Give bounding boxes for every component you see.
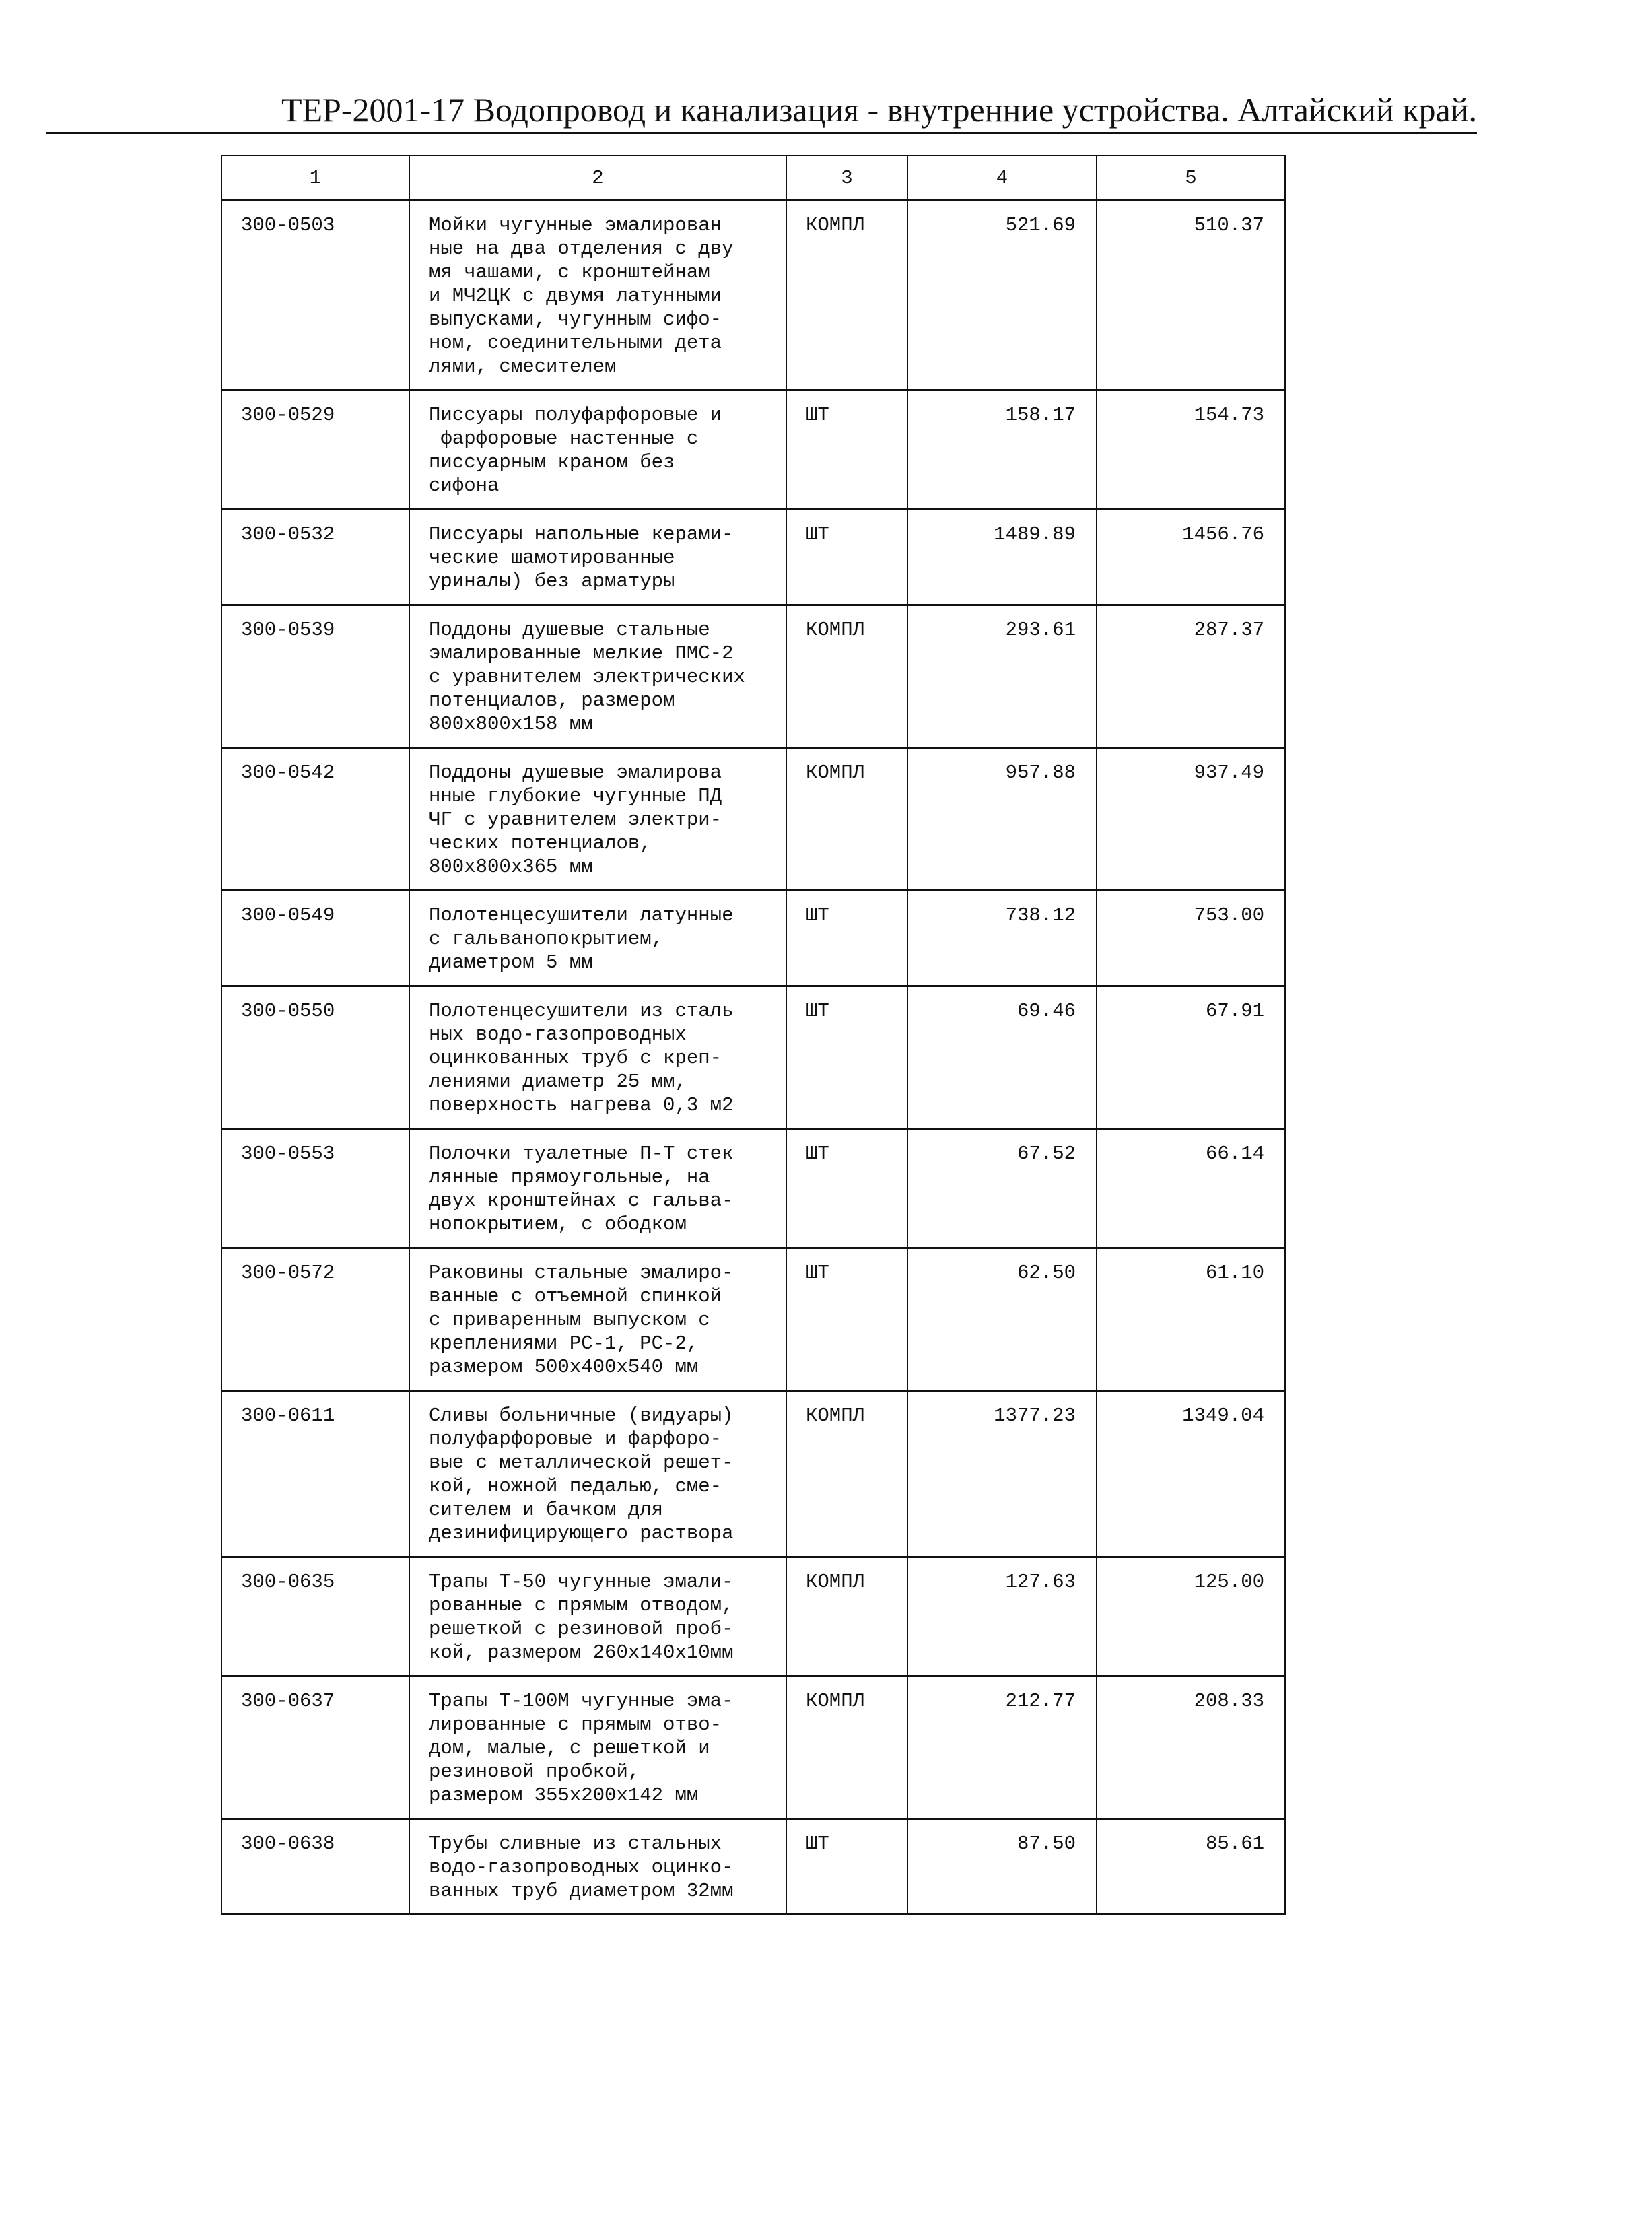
row-price-col4-cell: 158.17: [907, 391, 1097, 510]
row-name-cell: Трапы Т-50 чугунные эмали- рованные с прямым отводом, решеткой с резиновой проб- кой, размером 260х140х10мм: [409, 1557, 786, 1676]
row-price-col4-cell: 62.50: [907, 1248, 1097, 1391]
row-code-cell: 300-0542: [221, 748, 409, 891]
table-body: [221, 201, 1285, 1915]
row-price-col5-cell: 937.49: [1097, 748, 1285, 891]
row-unit-cell: ШТ: [786, 1129, 907, 1248]
row-unit-cell: ШТ: [786, 391, 907, 510]
row-price-col4-cell: 738.12: [907, 891, 1097, 986]
row-code-cell: 300-0539: [221, 605, 409, 748]
row-price-col5-cell: 66.14: [1097, 1129, 1285, 1248]
row-name-cell: Полочки туалетные П-Т стек лянные прямоугольные, на двух кронштейнах с гальва- нопокрытием, с ободком: [409, 1129, 786, 1248]
row-name-cell: Полотенцесушители из сталь ных водо-газопроводных оцинкованных труб с креп- лениями диаметр 25 мм, поверхность нагрева 0,3 м2: [409, 986, 786, 1129]
row-name-cell: Поддоны душевые эмалирова нные глубокие чугунные ПД ЧГ с уравнителем электри- ческих потенциалов, 800х800х365 мм: [409, 748, 786, 891]
table-row: [221, 1248, 1285, 1391]
table-row: [221, 748, 1285, 891]
table-header-row: [221, 156, 1285, 201]
table-row: [221, 1129, 1285, 1248]
row-code-cell: 300-0529: [221, 391, 409, 510]
row-code-cell: 300-0549: [221, 891, 409, 986]
table-row: [221, 891, 1285, 986]
table-row: [221, 201, 1285, 391]
row-unit-cell: ШТ: [786, 1248, 907, 1391]
column-header-4: 4: [907, 156, 1097, 201]
row-price-col4-cell: 69.46: [907, 986, 1097, 1129]
table-row: [221, 1557, 1285, 1676]
row-code-cell: 300-0611: [221, 1391, 409, 1557]
column-header-2: 2: [409, 156, 786, 201]
table-row: [221, 605, 1285, 748]
row-price-col4-cell: 1377.23: [907, 1391, 1097, 1557]
header-rule: [46, 132, 1477, 134]
row-price-col5-cell: 125.00: [1097, 1557, 1285, 1676]
row-price-col4-cell: 957.88: [907, 748, 1097, 891]
row-unit-cell: КОМПЛ: [786, 605, 907, 748]
row-unit-cell: ШТ: [786, 891, 907, 986]
row-price-col5-cell: 287.37: [1097, 605, 1285, 748]
table-row: [221, 1676, 1285, 1819]
row-code-cell: 300-0635: [221, 1557, 409, 1676]
row-price-col4-cell: 127.63: [907, 1557, 1097, 1676]
row-price-col5-cell: 510.37: [1097, 201, 1285, 391]
row-price-col4-cell: 521.69: [907, 201, 1097, 391]
row-unit-cell: ШТ: [786, 1819, 907, 1915]
page-title: ТЕР-2001-17 Водопровод и канализация - внутренние устройства. Алтайский край.: [281, 91, 1477, 129]
row-name-cell: Мойки чугунные эмалирован ные на два отделения с дву мя чашами, с кронштейнам и МЧ2ЦК с двумя латунными выпусками, чугунным сифо- ном, соединительными дета лями, смесителем: [409, 201, 786, 391]
row-unit-cell: КОМПЛ: [786, 1676, 907, 1819]
row-code-cell: 300-0532: [221, 510, 409, 605]
row-price-col5-cell: 67.91: [1097, 986, 1285, 1129]
price-table: [221, 155, 1286, 1915]
row-price-col5-cell: 61.10: [1097, 1248, 1285, 1391]
row-unit-cell: КОМПЛ: [786, 1391, 907, 1557]
table-row: [221, 1819, 1285, 1915]
row-price-col5-cell: 85.61: [1097, 1819, 1285, 1915]
row-code-cell: 300-0572: [221, 1248, 409, 1391]
row-code-cell: 300-0503: [221, 201, 409, 391]
row-name-cell: Полотенцесушители латунные с гальванопокрытием, диаметром 5 мм: [409, 891, 786, 986]
row-code-cell: 300-0553: [221, 1129, 409, 1248]
table-row: [221, 391, 1285, 510]
row-name-cell: Сливы больничные (видуары) полуфарфоровые и фарфоро- вые с металлической решет- кой, ножной педалью, сме- сителем и бачком для дезинифицирующего раствора: [409, 1391, 786, 1557]
row-price-col4-cell: 1489.89: [907, 510, 1097, 605]
row-price-col4-cell: 87.50: [907, 1819, 1097, 1915]
table-row: [221, 986, 1285, 1129]
column-header-1: 1: [221, 156, 409, 201]
row-code-cell: 300-0550: [221, 986, 409, 1129]
row-unit-cell: КОМПЛ: [786, 201, 907, 391]
table-row: [221, 510, 1285, 605]
row-price-col4-cell: 67.52: [907, 1129, 1097, 1248]
row-price-col5-cell: 208.33: [1097, 1676, 1285, 1819]
row-price-col5-cell: 154.73: [1097, 391, 1285, 510]
row-price-col4-cell: 293.61: [907, 605, 1097, 748]
column-header-3: 3: [786, 156, 907, 201]
row-unit-cell: КОМПЛ: [786, 748, 907, 891]
row-price-col5-cell: 753.00: [1097, 891, 1285, 986]
row-price-col4-cell: 212.77: [907, 1676, 1097, 1819]
row-unit-cell: ШТ: [786, 510, 907, 605]
row-name-cell: Поддоны душевые стальные эмалированные мелкие ПМС-2 с уравнителем электрических потенциалов, размером 800х800х158 мм: [409, 605, 786, 748]
row-name-cell: Трапы Т-100М чугунные эма- лированные с прямым отво- дом, малые, с решеткой и резиновой пробкой, размером 355х200х142 мм: [409, 1676, 786, 1819]
row-code-cell: 300-0637: [221, 1676, 409, 1819]
row-unit-cell: КОМПЛ: [786, 1557, 907, 1676]
row-price-col5-cell: 1456.76: [1097, 510, 1285, 605]
row-name-cell: Раковины стальные эмалиро- ванные с отъемной спинкой с приваренным выпуском с креплениями РС-1, РС-2, размером 500х400х540 мм: [409, 1248, 786, 1391]
row-price-col5-cell: 1349.04: [1097, 1391, 1285, 1557]
row-name-cell: Трубы сливные из стальных водо-газопроводных оцинко- ванных труб диаметром 32мм: [409, 1819, 786, 1915]
row-unit-cell: ШТ: [786, 986, 907, 1129]
table-row: [221, 1391, 1285, 1557]
row-name-cell: Писсуары напольные керами- ческие шамотированные уриналы) без арматуры: [409, 510, 786, 605]
row-name-cell: Писсуары полуфарфоровые и фарфоровые настенные с писсуарным краном без сифона: [409, 391, 786, 510]
column-header-5: 5: [1097, 156, 1285, 201]
row-code-cell: 300-0638: [221, 1819, 409, 1915]
